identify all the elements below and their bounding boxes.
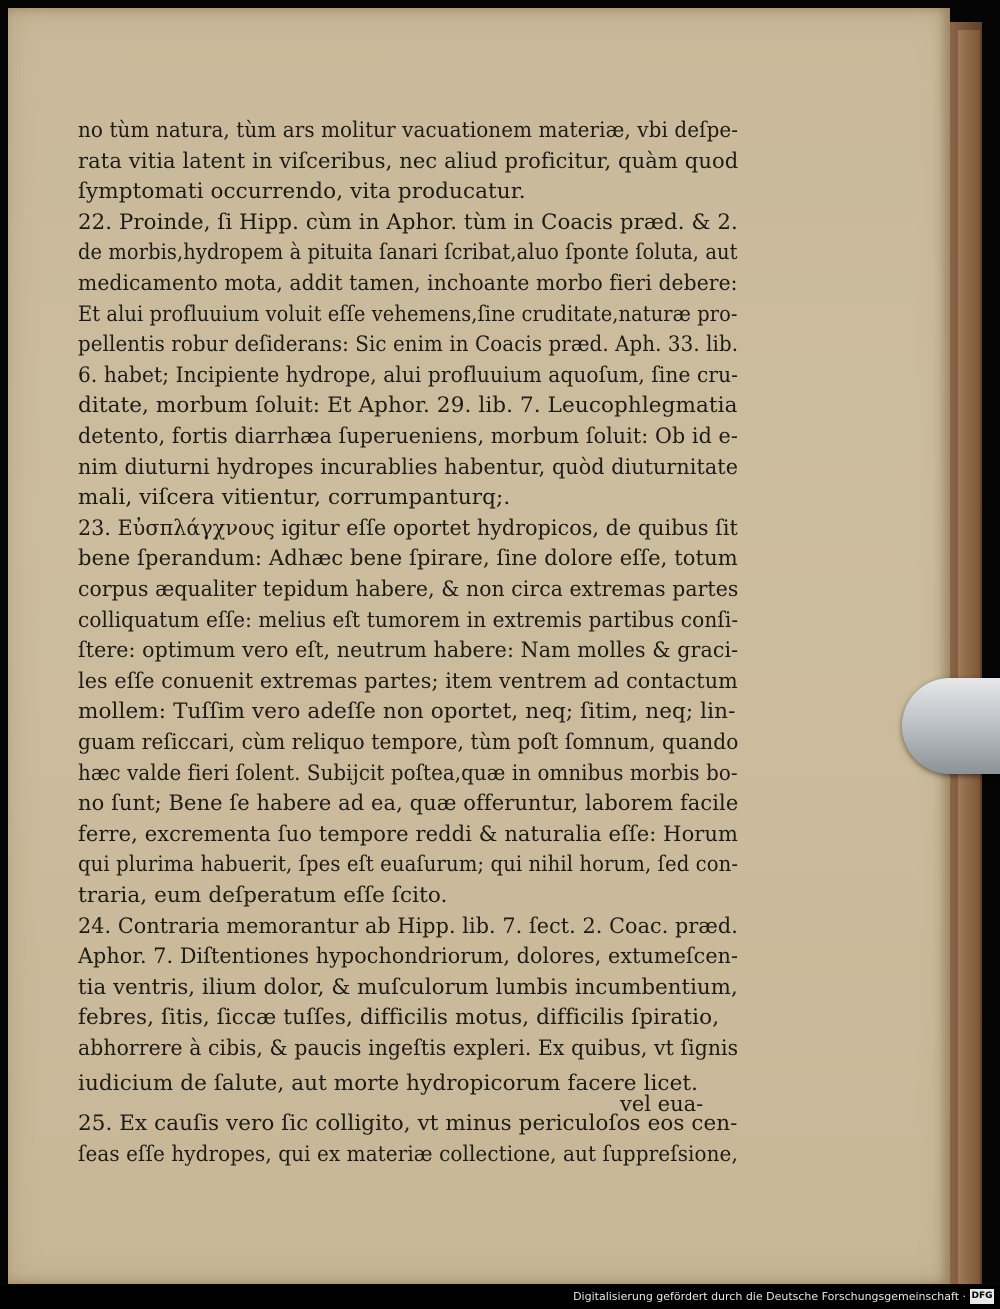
- text-line: mollem: Tuſſim vero adeſſe non oportet, neq; ſitim, neq; lin-: [78, 699, 736, 725]
- footer-bar: [0, 1286, 1000, 1309]
- text-line: 6. habet; Incipiente hydrope, alui profluuium aquoſum, ſine cru-: [78, 362, 739, 388]
- text-line: no tùm natura, tùm ars molitur vacuationem materiæ, vbi deſpe-: [78, 118, 739, 143]
- text-line: febres, ſitis, ſiccæ tuſſes, difficilis motus, difficilis ſpiratio,: [78, 1005, 720, 1031]
- text-line: 24. Contraria memorantur ab Hipp. lib. 7. ſect. 2. Coac. præd.: [78, 913, 738, 939]
- text-line: 22. Proinde, ſi Hipp. cùm in Aphor. tùm in Coacis præd. & 2.: [78, 209, 738, 235]
- text-line: qui plurima habuerit, ſpes eſt euaſurum; qui nihil horum, ſed con-: [78, 852, 739, 878]
- text-line: traria, eum deſperatum eſſe ſcito.: [78, 883, 448, 908]
- text-line: 25. Ex cauſis vero ſic colligito, vt minus periculoſos eos cen-: [78, 1111, 738, 1137]
- text-line: hæc valde fieri ſolent. Subijcit poſtea,quæ in omnibus morbis bo-: [78, 760, 738, 786]
- text-line: corpus æqualiter tepidum habere, & non circa extremas partes: [78, 577, 739, 602]
- text-line: tia ventris, ilium dolor, & muſculorum lumbis incumbentium,: [78, 974, 738, 1000]
- funding-note: Digitalisierung gefördert durch die Deutsche Forschungsgemeinschaft ·: [573, 1290, 966, 1303]
- catchword: vel eua-: [620, 1092, 704, 1116]
- text-line: nim diuturni hydropes incurablies habentur, quòd diuturnitate: [78, 454, 739, 480]
- text-line: ſeas eſſe hydropes, qui ex materiæ collectione, aut ſuppreſsione,: [78, 1141, 738, 1167]
- text-line: rata vitia latent in viſceribus, nec aliud proficitur, quàm quod: [78, 148, 739, 174]
- text-line: ſtere: optimum vero eſt, neutrum habere: Nam molles & graci-: [78, 638, 739, 664]
- text-line: mali, viſcera vitientur, corrumpanturq;.: [78, 485, 511, 511]
- text-line: Et alui profluuium voluit eſſe vehemens,ſine cruditate,naturæ pro-: [78, 301, 738, 327]
- book-board-edge-inner: [958, 30, 980, 1284]
- dfg-logo: DFG: [970, 1289, 994, 1304]
- text-line: ſymptomati occurrendo, vita producatur.: [78, 179, 526, 205]
- text-line: colliquatum eſſe: melius eſt tumorem in extremis partibus conſi-: [78, 607, 739, 633]
- text-line: ditate, morbum ſoluit: Et Aphor. 29. lib. 7. Leucophlegmatia: [78, 393, 738, 419]
- text-line: abhorrere à cibis, & paucis ingeſtis expleri. Ex quibus, vt ſignis: [78, 1036, 739, 1061]
- text-line: no ſunt; Bene ſe habere ad ea, quæ offeruntur, laborem facile: [78, 791, 739, 817]
- text-line: les eſſe conuenit extremas partes; item ventrem ad contactum: [78, 668, 738, 694]
- text-line: 23. Εὐσπλάγχνους igitur eſſe oportet hydropicos, de quibus ſit: [78, 515, 738, 541]
- text-line: iudicium de ſalute, aut morte hydropicorum facere licet.: [78, 1070, 699, 1096]
- text-line: Aphor. 7. Diſtentiones hypochondriorum, dolores, extumeſcen-: [78, 944, 739, 970]
- page-clip: [902, 678, 1000, 774]
- text-line: guam reſiccari, cùm reliquo tempore, tùm poſt ſomnum, quando: [78, 730, 739, 755]
- text-line: ferre, excrementa ſuo tempore reddi & naturalia eſſe: Horum: [78, 821, 739, 847]
- text-line: de morbis,hydropem à pituita ſanari ſcribat,aluo ſponte ſoluta, aut: [78, 240, 738, 266]
- text-line: medicamento mota, addit tamen, inchoante morbo fieri debere:: [78, 271, 738, 296]
- text-line: bene ſperandum: Adhæc bene ſpirare, ſine dolore eſſe, totum: [78, 546, 738, 572]
- text-line: pellentis robur deſiderans: Sic enim in Coacis præd. Aph. 33. lib.: [78, 332, 739, 358]
- text-line: detento, fortis diarrhæa ſuperueniens, morbum ſoluit: Ob id e-: [78, 424, 738, 449]
